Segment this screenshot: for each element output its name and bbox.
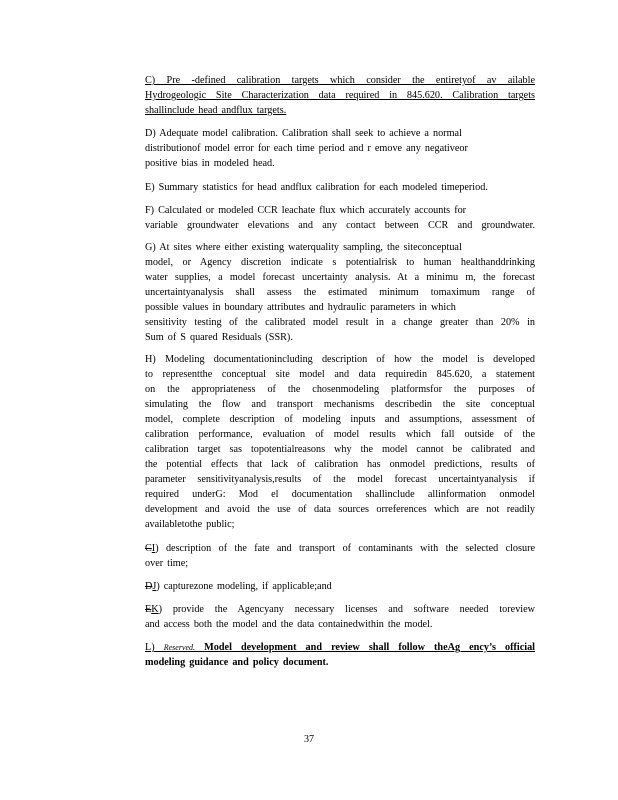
paragraph-h-line-9: parameter sensitivityanalysis,results of the model forecast uncertaintyanalysis if (145, 474, 535, 485)
paragraph-h (145, 352, 535, 532)
paragraph-d (145, 126, 535, 171)
paragraph-i-inserted-label: I (151, 543, 156, 554)
paragraph-j-inserted-label: J (152, 581, 157, 592)
paragraph-g-line-7: Sum of S quared Residuals (SSR). (145, 332, 293, 343)
paragraph-h-line-3: on the appropriateness of the chosenmodeling platformsfor the purposes of (145, 384, 535, 395)
paragraph-h-line-2: to representthe conceptual site model and data requiredin 845.620, a statement (145, 369, 535, 380)
paragraph-k-line-2: and access both the model and the data containedwithin the model. (145, 619, 433, 630)
paragraph-g-line-3: water supplies, a model forecast uncertainty analysis. At a minimu m, the forecast (145, 272, 535, 283)
paragraph-e (145, 180, 535, 195)
paragraph-j-line-1 (145, 579, 535, 594)
paragraph-k-inserted-label: K (151, 604, 159, 615)
paragraph-c-line-3: shallinclude head andflux targets. (145, 105, 287, 116)
paragraph-j-deleted-label: D (145, 581, 153, 592)
paragraph-h-line-11: development and avoid the use of data sources orreferences which are not readily (145, 504, 535, 515)
paragraph-l-line-2: modeling guidance and policy document. (145, 657, 329, 668)
paragraph-c-line-1: C) Pre -defined calibration targets which consider the entiretyof av ailable (145, 75, 535, 86)
paragraph-l-label: L) (145, 642, 155, 653)
paragraph-g-line-2: model, or Agency discretion indicate s potentialrisk to human healthanddrinking (145, 257, 535, 268)
paragraph-g-line-5: possible values in boundary attributes and hydraulic parameters in which (145, 302, 456, 313)
paragraph-l-reserved: Reserved. (163, 643, 196, 652)
paragraph-g-line-1: G) At sites where either existing waterquality sampling, the siteconceptual (145, 242, 462, 253)
paragraph-h-line-7: calibration target sas topotentialreasons why the model cannot be calibrated and (145, 444, 535, 455)
paragraph-j (145, 579, 535, 594)
paragraph-h-line-12: availabletothe public; (145, 519, 235, 530)
paragraph-k (145, 602, 535, 632)
paragraph-h-line-6: calibration performance, evaluation of model results which fall outside of the (145, 429, 535, 440)
paragraph-i-line-1 (145, 541, 535, 556)
paragraph-d-line-1: D) Adequate model calibration. Calibration shall seek to achieve a normal (145, 128, 462, 139)
paragraph-l-text: Model development and review shall follow theAg ency’s official (204, 642, 535, 653)
paragraph-k-text: ) provide the Agencyany necessary licenses and software needed toreview (158, 604, 535, 615)
paragraph-l-line-1 (145, 640, 535, 655)
paragraph-i-line-2: over time; (145, 558, 189, 569)
page-number: 37 (304, 734, 314, 745)
paragraph-h-line-4: simulating the flow and transport mechanisms describedin the site conceptual (145, 399, 535, 410)
paragraph-h-line-10: required underG: Mod el documentation shallinclude allinformation onmodel (145, 489, 535, 500)
paragraph-k-deleted-label: E (145, 604, 152, 615)
paragraph-c-line-2: Hydrogeologic Site Characterization data required in 845.620. Calibration targets (145, 90, 535, 101)
paragraph-g-line-4: uncertaintyanalysis shall assess the estimated minimum tomaximum range of (145, 287, 535, 298)
paragraph-g-line-6: sensitivity testing of the calibrated model result in a change greater than 20% in (145, 317, 535, 328)
paragraph-d-line-2: distributionof model error for each time period and r emove any negativeor (145, 143, 468, 154)
paragraph-i (145, 541, 535, 571)
paragraph-i-deleted-label: C (145, 543, 152, 554)
paragraph-j-text: ) capturezone modeling, if applicable;and (156, 581, 332, 592)
paragraph-h-line-1: H) Modeling documentationincluding description of how the model is developed (145, 354, 535, 365)
paragraph-c (145, 73, 535, 118)
paragraph-e-line-1: E) Summary statistics for head andflux calibration for each modeled timeperiod. (145, 182, 488, 193)
paragraph-d-line-3: positive bias in modeled head. (145, 158, 275, 169)
paragraph-f-line-2: variable groundwater elevations and any contact between CCR and groundwater. (145, 220, 535, 231)
paragraph-l (145, 640, 535, 675)
paragraph-g (145, 240, 535, 345)
paragraph-h-line-5: model, complete description of modeling inputs and assumptions, assessment of (145, 414, 535, 425)
paragraph-f (145, 203, 535, 233)
paragraph-k-line-1 (145, 602, 535, 617)
paragraph-f-line-1: F) Calculated or modeled CCR leachate flux which accurately accounts for (145, 205, 467, 216)
paragraph-i-text: ) description of the fate and transport of contaminants with the selected closure (155, 543, 535, 554)
paragraph-h-line-8: the potential effects that lack of calibration has onmodel predictions, results of (145, 459, 535, 470)
